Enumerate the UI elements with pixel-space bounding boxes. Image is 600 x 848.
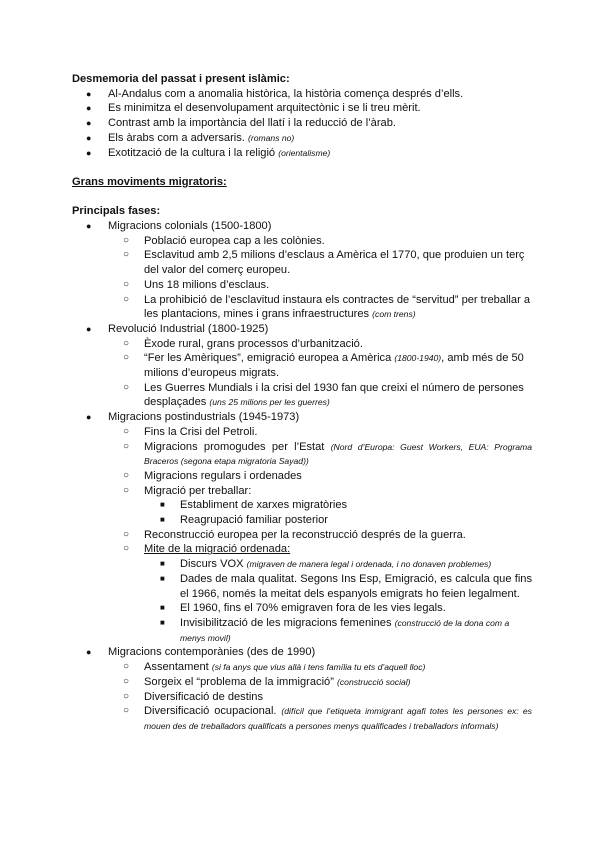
list-islamic-past [72,87,532,161]
list-item: ● Al-Andalus com a anomalia històrica, la història comença després d’ells. [86,87,464,100]
phase-postindustrial: ● Migracions postindustrials (1945-1973) ○ Fins la Crisi del Petroli. ○ Migracions promogudes per l’Estat (Nord d’Europa: Guest Workers, EUA: Programa Braceros (segona etapa migratoria Sayad)) ○ Migracions regulars i ordenades ○ Migració per treballar: ■ Establiment de xarxes migratòries ■ Reagrupació familiar posterior ○ Reconstrucció europea per la reconstrucció després de la guerra. ○ Mite de la migració ordenada: ■ Discurs VOX (migraven de manera legal i ordenada, i no donaven problemes) ■ Dades de mala qualitat. Segons Ins Esp, Emigració, es calcula que fins el 1966, només la meitat dels espanyols emigrats ho feien legalment. ■ El 1960, fins el 70% emigraven fora de les vies legals. ■ Invisibilització de les migracions femenines (construcció de la dona com a menys movil) [72,410,532,645]
bullet-square-icon: ■ [160,603,165,613]
list-item: ○ Sorgeix el “problema de la immigració” (construcció social) [123,675,411,688]
bullet-square-icon: ■ [160,617,165,627]
list-item: ○ Assentament (si fa anys que vius allà i tens família tu ets d’aquell lloc) [123,661,426,674]
list-item: ○ Població europea cap a les colònies. [123,234,325,247]
bullet-circle-icon: ○ [123,543,130,555]
bullet-square-icon: ■ [160,515,165,525]
bullet-square-icon: ■ [160,500,165,510]
bullet-square-icon: ■ [160,559,165,569]
bullet-disc-icon: ● [86,118,92,129]
bullet-circle-icon: ○ [123,690,130,702]
note: (construcció de la dona com a menys movil) [180,617,510,643]
heading-islamic-past: Desmemoria del passat i present islàmic: [72,73,290,85]
list-myth [144,557,532,645]
bullet-circle-icon: ○ [123,528,130,540]
list-item: ■ Dades de mala qualitat. Segons Ins Esp, Emigració, es calcula que fins el 1966, només la meitat dels espanyols emigrats ho feien legalment. [160,572,532,600]
list-item: ■ Discurs VOX (migraven de manera legal i ordenada, i no donaven problemes) [160,558,492,571]
bullet-circle-icon: ○ [123,469,130,481]
bullet-circle-icon: ○ [123,440,130,452]
bullet-circle-icon: ○ [123,293,130,305]
bullet-circle-icon: ○ [123,425,130,437]
list-item: ○ Reconstrucció europea per la reconstrucció després de la guerra. [123,528,466,541]
list-item: ○ Esclavitud amb 2,5 milions d’esclaus a Amèrica el 1770, que produien un terç del valor del comerç europeu. [123,249,525,277]
list-item: ○ Diversificació ocupacional. (difícil que l’etiqueta immigrant agafi totes les persones ex: es mouen des de treballadors qualificats a persones menys qualificades i treballadors informals) [123,705,532,731]
list-item: ○ La prohibició de l’esclavitud instaura els contractes de “servitud” per treballar a les plantacions, mines i grans infraestructures (com trens) [123,293,531,321]
list-item: ○ Diversificació de destins [123,690,263,703]
list-contemporary [108,660,532,734]
phase-contemporary: ● Migracions contemporànies (des de 1990) ○ Assentament (si fa anys que vius allà i tens família tu ets d’aquell lloc) ○ Sorgeix el “problema de la immigració” (construcció social) ○ Diversificació de destins ○ Diversificació ocupacional. (difícil que l’etiqueta immigrant agafi totes les persones ex: es mouen des de treballadors qualificats a persones menys qualificades i treballadors informals) [72,645,532,733]
list-item: ○ Migració per treballar: ■ Establiment de xarxes migratòries ■ Reagrupació familiar posterior [108,484,532,528]
list-item: ○ Mite de la migració ordenada: ■ Discurs VOX (migraven de manera legal i ordenada, i no donaven problemes) ■ Dades de mala qualitat. Segons Ins Esp, Emigració, es calcula que fins el 1966, només la meitat dels espanyols emigrats ho feien legalment. ■ El 1960, fins el 70% emigraven fora de les vies legals. ■ Invisibilització de les migracions femenines (construcció de la dona com a menys movil) [108,542,532,645]
bullet-circle-icon: ○ [123,484,130,496]
list-item: ○ Migracions regulars i ordenades [123,469,302,482]
list-item: ■ El 1960, fins el 70% emigraven fora de les vies legals. [160,602,446,615]
phase-industrial: ● Revolució Industrial (1800-1925) ○ Èxode rural, grans processos d’urbanització. ○ “Fer les Amèriques”, emigració europea a Amèrica (1800-1940), amb més de 50 milions d’europeus migrats. ○ Les Guerres Mundials i la crisi del 1930 fan que creixi el número de persones desplaçades (uns 25 milions per les guerres) [72,322,532,410]
bullet-disc-icon: ● [86,88,92,99]
list-item: ○ Uns 18 milions d’esclaus. [123,278,270,291]
list-item: ■ Invisibilització de les migracions femenines (construcció de la dona com a menys movil) [160,616,510,643]
bullet-circle-icon: ○ [123,675,130,687]
list-item: ● Els àrabs com a adversaris. (romans no) [86,131,295,144]
bullet-disc-icon: ● [86,647,92,658]
note: (si fa anys que vius allà i tens família tu ets d’aquell lloc) [211,662,426,673]
list-item: ○ “Fer les Amèriques”, emigració europea a Amèrica (1800-1940), amb més de 50 milions d’europeus migrats. [123,352,524,380]
document-page [72,72,532,734]
list-item: ● Es minimitza el desenvolupament arquitectònic i se li treu mèrit. [86,102,421,115]
bullet-circle-icon: ○ [123,381,130,393]
list-item: ○ Migracions promogudes per l’Estat (Nord d’Europa: Guest Workers, EUA: Programa Braceros (segona etapa migratoria Sayad)) [123,440,532,467]
note: (migraven de manera legal i ordenada, i no donaven problemes) [246,559,492,570]
list-item: ■ Reagrupació familiar posterior [160,514,328,527]
bullet-disc-icon: ● [86,132,92,143]
list-phases [72,219,532,734]
note: (uns 25 milions per les guerres) [209,397,330,408]
note: (romans no) [247,132,295,143]
list-item: ○ Les Guerres Mundials i la crisi del 1930 fan que creixi el número de persones desplaçades (uns 25 milions per les guerres) [123,381,524,409]
bullet-circle-icon: ○ [123,705,130,717]
list-industrial [108,337,532,411]
note: (orientalisme) [278,147,331,158]
list-item: ○ Èxode rural, grans processos d’urbanització. [123,337,363,350]
list-item: ● Exotització de la cultura i la religió (orientalisme) [86,146,331,159]
bullet-circle-icon: ○ [123,661,130,673]
list-item: ○ Fins la Crisi del Petroli. [123,425,258,438]
list-postindustrial [108,425,532,646]
heading-migrations: Grans moviments migratoris: [72,175,227,188]
list-item: ● Contrast amb la importància del llatí i la reducció de l’àrab. [86,117,396,130]
note: (com trens) [372,309,416,320]
subheading-phases: Principals fases: [72,205,161,218]
bullet-disc-icon: ● [86,412,92,423]
bullet-circle-icon: ○ [123,249,130,261]
bullet-circle-icon: ○ [123,234,130,246]
bullet-square-icon: ■ [160,573,165,583]
note: (Nord d’Europa: Guest Workers, EUA: Programa Braceros (segona etapa migratoria Sayad)) [144,441,532,467]
bullet-circle-icon: ○ [123,337,130,349]
bullet-circle-icon: ○ [123,278,130,290]
bullet-disc-icon: ● [86,103,92,114]
bullet-disc-icon: ● [86,323,92,334]
note: (construcció social) [337,676,411,687]
note: (1800-1940) [394,353,442,364]
list-colonial [108,234,532,322]
list-item: ■ Establiment de xarxes migratòries [160,499,348,512]
bullet-circle-icon: ○ [123,352,130,364]
list-work [144,498,532,527]
phase-colonial: ● Migracions colonials (1500-1800) ○ Població europea cap a les colònies. ○ Esclavitud amb 2,5 milions d’esclaus a Amèrica el 1770, que produien un terç del valor del comerç europeu. ○ Uns 18 milions d’esclaus. ○ La prohibició de l’esclavitud instaura els contractes de “servitud” per treballar a les plantacions, mines i grans infraestructures (com trens) [86,220,531,321]
note: (difícil que l’etiqueta immigrant agafi totes les persones ex: es mouen des de treballadors qualificats a persones menys qualificades i treballadors informals) [144,706,532,731]
bullet-disc-icon: ● [86,147,92,158]
bullet-disc-icon: ● [86,221,92,231]
